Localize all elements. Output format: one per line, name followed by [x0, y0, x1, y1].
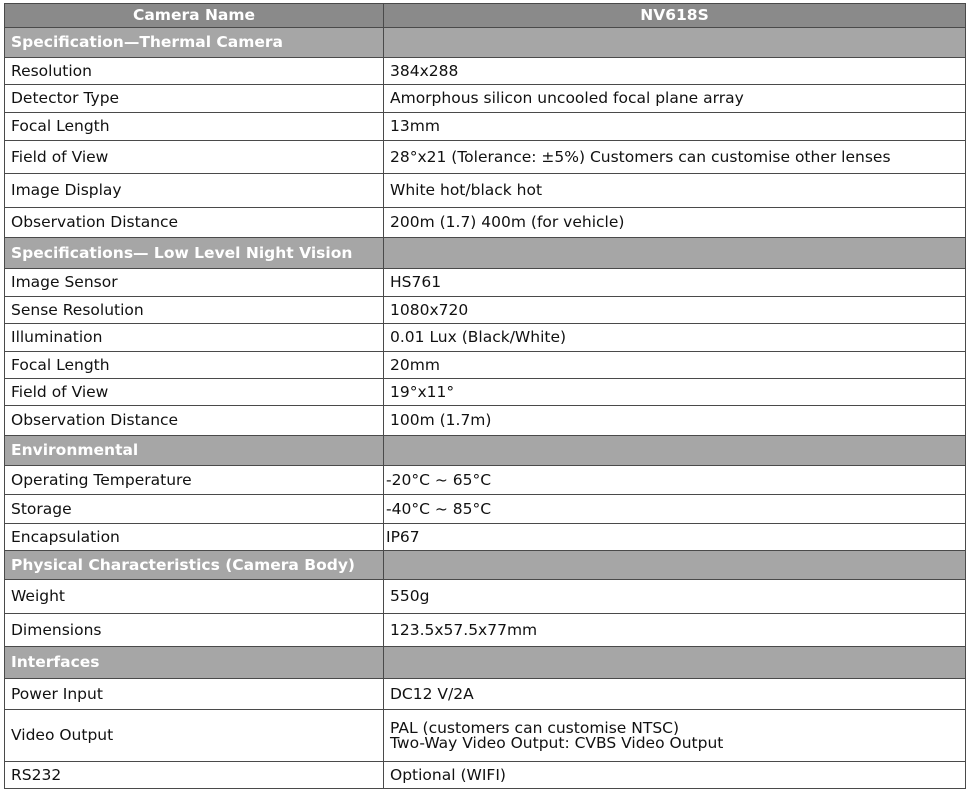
table-row [5, 58, 966, 85]
row-value: White hot/black hot [384, 174, 966, 208]
row-value: 200m (1.7) 400m (for vehicle) [384, 208, 966, 238]
spec-table [4, 3, 966, 789]
table-row [5, 352, 966, 379]
section-physical [5, 551, 966, 580]
table-row [5, 379, 966, 406]
section-blank [384, 28, 966, 58]
table-row [5, 406, 966, 436]
table-row [5, 495, 966, 524]
section-thermal [5, 28, 966, 58]
row-label: Focal Length [5, 352, 384, 379]
row-label: Field of View [5, 379, 384, 406]
row-value: 384x288 [384, 58, 966, 85]
table-row [5, 269, 966, 297]
section-blank [384, 238, 966, 269]
row-label: Weight [5, 580, 384, 614]
row-value: 13mm [384, 113, 966, 141]
table-row [5, 141, 966, 174]
section-interfaces [5, 647, 966, 679]
row-label: Field of View [5, 141, 384, 174]
row-label: Image Sensor [5, 269, 384, 297]
section-title: Physical Characteristics (Camera Body) [5, 551, 384, 580]
row-value: 19°x11° [384, 379, 966, 406]
row-label: Sense Resolution [5, 297, 384, 324]
row-label: Power Input [5, 679, 384, 710]
row-label: Dimensions [5, 614, 384, 647]
row-value: 1080x720 [384, 297, 966, 324]
row-label: Detector Type [5, 85, 384, 113]
row-value: HS761 [384, 269, 966, 297]
section-title: Environmental [5, 436, 384, 466]
table-row [5, 762, 966, 789]
header-camera-model: NV618S [384, 4, 966, 28]
row-value-multiline [384, 710, 966, 762]
table-row [5, 113, 966, 141]
section-night-vision [5, 238, 966, 269]
header-label: Camera Name [5, 4, 384, 28]
row-label: Encapsulation [5, 524, 384, 551]
row-value: 0.01 Lux (Black/White) [384, 324, 966, 352]
video-output-line-1: PAL (customers can customise NTSC) [390, 718, 680, 737]
row-value: 20mm [384, 352, 966, 379]
row-label: Observation Distance [5, 406, 384, 436]
row-value: 123.5x57.5x77mm [384, 614, 966, 647]
table-row [5, 174, 966, 208]
section-blank [384, 647, 966, 679]
section-environmental [5, 436, 966, 466]
row-value: 100m (1.7m) [384, 406, 966, 436]
row-value: -20°C ~ 65°C [384, 466, 966, 495]
row-label: Illumination [5, 324, 384, 352]
table-row [5, 466, 966, 495]
table-row [5, 710, 966, 762]
section-blank [384, 551, 966, 580]
table-row [5, 614, 966, 647]
row-label: Resolution [5, 58, 384, 85]
table-row [5, 324, 966, 352]
row-value: -40°C ~ 85°C [384, 495, 966, 524]
section-title: Specification—Thermal Camera [5, 28, 384, 58]
row-label: RS232 [5, 762, 384, 789]
row-value: 550g [384, 580, 966, 614]
table-row [5, 297, 966, 324]
table-row [5, 85, 966, 113]
row-value: IP67 [384, 524, 966, 551]
row-value: DC12 V/2A [384, 679, 966, 710]
row-label: Storage [5, 495, 384, 524]
video-output-line-2: Two-Way Video Output: CVBS Video Output [390, 733, 724, 752]
table-row [5, 580, 966, 614]
row-value: 28°x21 (Tolerance: ±5%) Customers can customise other lenses [384, 141, 966, 174]
row-label: Focal Length [5, 113, 384, 141]
table-row [5, 679, 966, 710]
section-blank [384, 436, 966, 466]
row-value: Optional (WIFI) [384, 762, 966, 789]
table-row [5, 208, 966, 238]
row-value: Amorphous silicon uncooled focal plane array [384, 85, 966, 113]
section-title: Specifications— Low Level Night Vision [5, 238, 384, 269]
row-label: Operating Temperature [5, 466, 384, 495]
row-label: Observation Distance [5, 208, 384, 238]
row-label: Video Output [5, 710, 384, 762]
row-label: Image Display [5, 174, 384, 208]
table-header-row [5, 4, 966, 28]
table-row [5, 524, 966, 551]
section-title: Interfaces [5, 647, 384, 679]
